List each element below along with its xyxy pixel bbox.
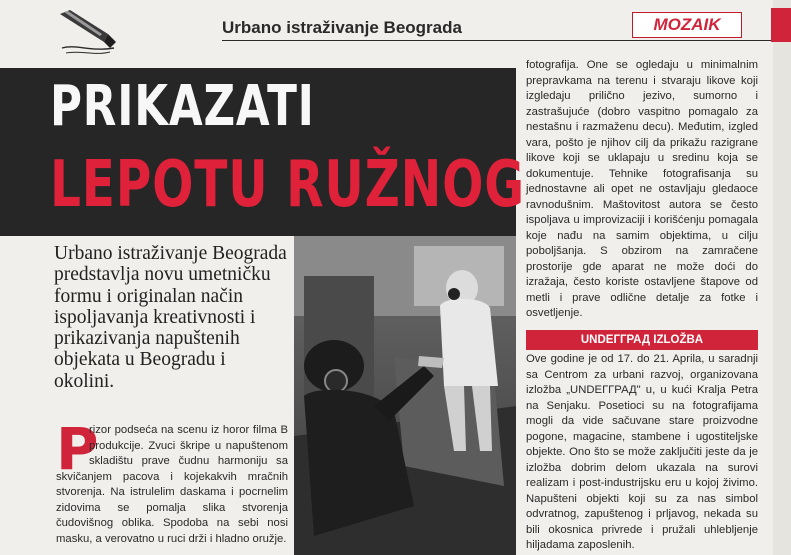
- page-edge: [773, 0, 791, 555]
- article-body-left: [56, 415, 288, 547]
- section-label: MOZAIK: [653, 15, 721, 34]
- lead-paragraph: Urbano istraživanje Beograda predstavlja novu umetničku formu i originalan način ispoljavanja kreativnosti i prikazivanja napuštenih objekata u Beogradu i okolini.: [54, 243, 287, 392]
- article-body-right-2: Ove godine je od 17. do 21. Aprila, u saradnji sa Centrom za urbani razvoj, organizovana izložba „UNDEГГРАД" u, u kući Kralja Petra na Senjaku. Posetioci su na fotografijama mogli da vide sačuvane stare proizvodne pogone, magacine, stambene i ugostiteljske objekte. Ono što se može zaključiti jeste da je izložba dobrim delom ukazala na surovi realizam i post-industrijsku eru u kojoj živimo. Napušteni objekti koji su za nas simbol odvratnog, zapuštenog i prljavog, nekada su bili okosnica privrede i pružali uhlebljenje hiljadama zaposlenih.: [526, 353, 758, 551]
- section-tab-marker: [771, 8, 791, 42]
- article-photo: [294, 236, 516, 555]
- header-rule: [222, 40, 791, 41]
- exhibition-subhead: UNDEГГРАД IZLOŽBA: [526, 330, 758, 350]
- fountain-pen-icon: [56, 8, 118, 56]
- article-intro-text: rizor podseća na scenu iz horor filma B produkcije. Zvuci škripe u napuštenom skladištu prave čudnu harmoniju sa skvičanjem pacova i kojekakvih mračnih stvorenja. Na istrulelim daskama i pocrnelim zidovima se pomalja slika stvorenja čudovišnog oblika. Spodoba na sebi nosi masku, a verovatno u ruci drži i hladno oružje.: [56, 424, 288, 545]
- headline-line-2: LEPOTU RUŽNOG: [50, 148, 525, 222]
- section-tag: [632, 12, 742, 38]
- drop-cap: P: [56, 415, 99, 483]
- headline-line-1: PRIKAZATI: [50, 74, 315, 139]
- article-body-right-1: fotografija. One se ogledaju u minimalnim prepravkama na terenu i stvaraju likove koji izgledaju prilično jezivo, sumorno i zastrašujuće (dobro vaspitno pomagalo za nestašnu i razmaženu decu). Međutim, izgled vara, pošto je njihov cilj da prikažu razigrane likove koji se uklapaju u sredinu koja se dokumentuje. Tehnike fotografisanja su jednostavne ali opet ne ostavljaju gledaoce ravnodušnim. Maštovitost autora se često ispoljava u improvizaciji i korišćenju pomagala koje nađu na samim objektima, u cilju poboljšanja. S obzirom na zamračene prostorije gde aparat ne može doći do izražaja, često koriste ostavljene štapove od metli i prave odlične detalje za fotke i osvetljenje.: [526, 59, 758, 319]
- publication-title: Urbano istraživanje Beograda: [222, 18, 462, 37]
